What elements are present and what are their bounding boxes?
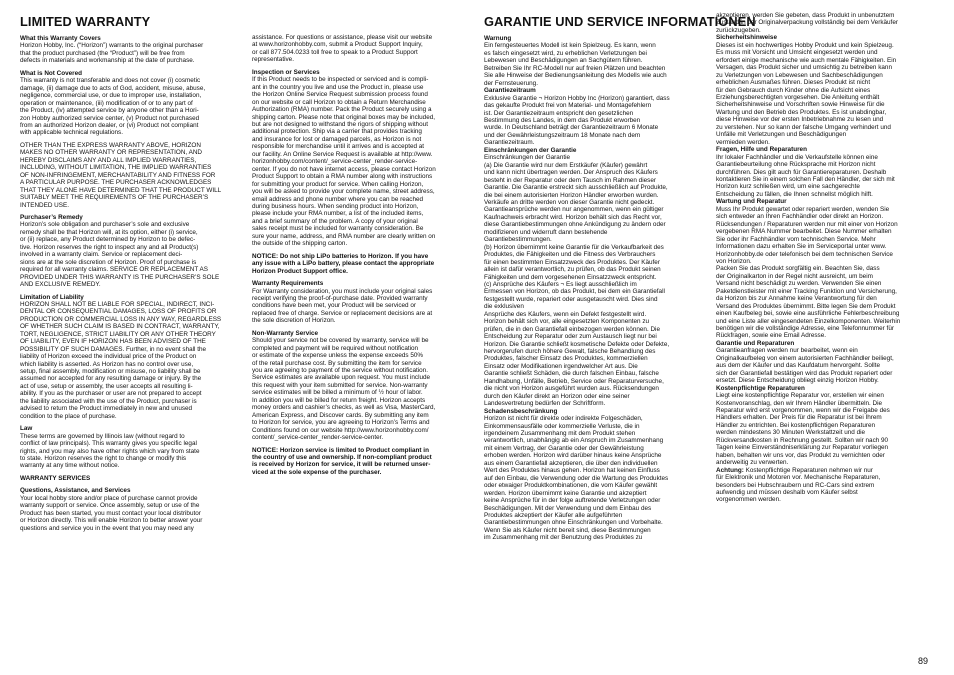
section-text: Einschränkungen der Garantie (a) Die Garantie wird nur dem Erstkäufer (Käufer) gewährt und kann nicht übertragen werden. Der Anspruch des Käufers besteht in der Reparatur oder dem Tausch im Rahmen dieser Garantie. Die Garantie erstreckt sich ausschließlich auf Produkte, die bei einem autorisierten Horizon Händler erworben wurden. Verkäufe an dritte werden von dieser Garantie nicht gedeckt. Garantieansprüche werden nur angenommen, wenn ein gültiger Kaufnachweis erbracht wird. Horizon behält sich das Recht vor, diese Garantiebestimmungen ohne Ankündigung zu ändern oder modifizieren und widerruft dann bestehende Garantiebestimmungen. (b) Horizon übernimmt keine Garantie für die Verkaufbarkeit des Produktes, die Fähigkeiten und die Fitness des Verbrauchers für einen bestimmten Einsatzzweck des Produktes. Der Käufer allein ist dafür verantwortlich, zu prüfen, ob das Produkt seinen Fähigkeiten und dem vorgesehenen Einsatzzweck entspricht. (c) Ansprüche des Käufers ¬ Es liegt ausschließlich im Ermessen von Horizon, ob das Produkt, bei dem ein Garantiefall festgestellt wurde, repariert oder ausgetauscht wird. Dies sind die exklusiven Ansprüche des Käufers, wenn ein Defekt festgestellt wird. Horizon behält sich vor, alle eingesetzten Komponenten zu prüfen, die in den Garantiefall einbezogen werden können. Die Entscheidung zur Reparatur oder zum Austausch liegt nur bei Horizon. Die Garantie schließt kosmetische Defekte oder Defekte, hervorgerufen durch höhere Gewalt, falsche Behandlung des Produktes, falscher Einsatz des Produktes, kommerziellen Einsatz oder Modifikationen irgendwelcher Art aus. Die Garantie schließt Schäden, die durch falschen Einbau, falsche Handhabung, Unfälle, Betrieb, Service oder Reparaturversuche, die nicht von Horizon ausgeführt wurden aus. Rücksendungen durch den Käufer direkt an Horizon oder eine seiner Landesvertretung bedürfen der Schriftform.	[484, 154, 670, 408]
section-text: These terms are governed by Illinois law (without regard to conflict of law principals). This warranty gives you specific legal rights, and you may also have other rights which vary from state to state. Horizon reserves the right to change or modify this warranty at any time without notice.	[20, 432, 200, 470]
limited-warranty-title: LIMITED WARRANTY	[20, 14, 151, 29]
section-warranty-requirements	[252, 280, 470, 325]
section-text: Horizon Hobby, Inc. (“Horizon”) warrants to the original purchaser that the product purchased (the “Product”) will be free from defects in materials and workmanship at the date of purchase.	[20, 42, 204, 65]
section-text: OTHER THAN THE EXPRESS WARRANTY ABOVE, HORIZON MAKES NO OTHER WARRANTY OR REPRESENTATION, AND HEREBY DISCLAIMS ANY AND ALL IMPLIED WARRANTIES, INCLUDING, WITHOUT LIMITATION, THE IMPLIED WARRANTIES OF NON-INFRINGEMENT, MERCHANTABILITY AND FITNESS FOR A PARTICULAR PURPOSE. THE PURCHASER ACKNOWLEDGES THAT THEY ALONE HAVE DETERMINED THAT THE PRODUCT WILL SUITABLY MEET THE REQUIREMENTS OF THE PURCHASER’S INTENDED USE.	[20, 141, 222, 209]
section-text: Liegt eine kostenpflichtige Reparatur vor, erstellen wir einen Kostenvoranschlag, den wir Ihrem Händler übermitteln. Die Reparatur wird erst vorgenommen, wenn wir die Freigabe des Händlers erhalten. Der Preis für die Reparatur ist bei Ihrem Händler zu entrichten. Bei kostenpflichtigen Reparaturen werden mindestens 30 Minuten Werkstattzeit und die Rückversandkosten in Rechnung gestellt. Sollten wir nach 90 Tagen keine Einverständniserklärung zur Reparatur vorliegen haben, behalten wir uns vor, das Produkt zu vernichten oder anderweitig zu verwerten.	[716, 392, 890, 467]
section-text: Dieses ist ein hochwertiges Hobby Produkt und kein Spielzeug. Es muss mit Vorsicht und Umsicht eingesetzt werden und erfordert einige mechanische wie auch mentale Fähigkeiten. Ein Versagen, das Produkt sicher und umsichtig zu betreiben kann zu Verletzungen von Lebewesen und Sachbeschädigungen erheblichen Ausmaßes führen. Dieses Produkt ist nicht für den Gebrauch durch Kinder ohne die Aufsicht eines Erziehungsberechtigten vorgesehen. Die Anleitung enthält Sicherheitshinweise und Vorschriften sowie Hinweise für die Wartung und den Betrieb des Produktes. Es ist unabdingbar, diese Hinweise vor der ersten Inbetriebnahme zu lesen und zu verstehen. Nur so kann der falsche Umgang verhindert und Unfälle mit Verletzungen und Beschädigungen vermieden werden.	[716, 41, 897, 146]
section-inspection-services	[252, 69, 470, 248]
section-text	[716, 467, 934, 504]
section-akzeptieren-cont	[716, 12, 934, 34]
section-service-notice	[252, 447, 470, 477]
section-heading: Garantie und Reparaturen	[716, 339, 795, 347]
section-heading: Wartung und Reparatur	[716, 198, 787, 206]
section-text: Horizon ist nicht für direkte oder indirekte Folgeschäden, Einkommensausfälle oder kommerzielle Verluste, die in irgendeinem Zusammenhang mit dem Produkt stehen verantwortlich, unabhängig ab ein Anspruch im Zusammenhang mit einem Vertrag, der Garantie oder der Gewährleistung erhoben werden. Horizon wird darüber hinaus keine Ansprüche aus einem Garantiefall akzeptieren, die über den individuellen Wert des Produktes hinaus gehen. Horizon hat keinen Einfluss auf den Einbau, die Verwendung oder die Wartung des Produktes oder etwaiger Produktkombinationen, die vom Käufer gewählt werden. Horizon übernimmt keine Garantie und akzeptiert keine Ansprüche für in der folge auftretende Verletzungen oder Beschädigungen. Mit der Verwendung und dem Einbau des Produktes akzeptiert der Käufer alle aufgeführten Garantiebestimmungen ohne Einschränkungen und Vorbehalte. Wenn Sie als Käufer nicht bereit sind, diese Bestimmungen im Zusammenhang mit der Benutzung des Produktes zu	[484, 415, 669, 542]
section-text: assistance. For questions or assistance, please visit our website at www.horizonhobby.com, submit a Product Support Inquiry, or call 877.504.0233 toll free to speak to a Product Support representative.	[252, 34, 433, 64]
section-text: Your local hobby store and/or place of purchase cannot provide warranty support or service. Once assembly, setup or use of the Product has been started, you must contact your local distributor or Horizon directly. This will enable Horizon to better answer your questions and service you in the event that you may need any	[20, 494, 203, 532]
section-heading: Schadensbeschränkung	[484, 407, 558, 415]
section-text: Garantieanfragen werden nur bearbeitet, wenn ein Originalkaufbeleg von einem autorisierten Fachhändler beiliegt, aus dem der Käufer und das Kaufdatum hervorgeht. Sollte sich der Garantiefall bestätigen wird das Produkt repariert oder ersetzt. Diese Entscheidung obliegt einzig Horizon Hobby.	[716, 347, 894, 385]
section-text: Should your service not be covered by warranty, service will be completed and payment will be required without notification or estimate of the expense unless the expense exceeds 50% of the retail purchase cost. By submitting the item for service you are agreeing to payment of the service without notification. Service estimates are available upon request. You must include this request with your item submitted for service. Non-warranty service estimates will be billed a minimum of ½ hour of labor. In addition you will be billed for return freight. Horizon accepts money orders and cashier’s checks, as well as Visa, MasterCard, American Express, and Discover cards. By submitting any item to Horizon for service, you are agreeing to Horizon’s Terms and Conditions found on our website http://www.horizonhobby.com/ content/_service-center_render-service-center.	[252, 337, 436, 442]
section-heading: Warnung	[484, 35, 512, 42]
section-text: Muss Ihr Produkt gewartet oder repariert werden, wenden Sie sich entweder an Ihren Fachhändler oder direkt an Horizon. Rücksendungen / Reparaturen werden nur mit einer von Horizon vergebenen RMA Nummer bearbeitet. Diese Nummer erhalten Sie oder ihr Fachhändler vom technischen Service. Mehr Informationen dazu erhalten Sie im Serviceportal unter www. Horizonhobby.de oder telefonisch bei dem technischen Service von Horizon. Packen Sie das Produkt sorgfältig ein. Beachten Sie, dass der Originalkarton in der Regel nicht ausreicht, um beim Versand nicht beschädigt zu werden. Verwenden Sie einen Paketdienstleister mit einer Tracking Funktion und Versicherung, da Horizon bis zur Annahme keine Verantwortung für den Versand des Produktes übernimmt. Bitte legen Sie dem Produkt einen Kaufbeleg bei, sowie eine ausführliche Fehlerbeschreibung und eine Liste aller eingesendeten Einzelkomponenten. Weiterhin benötigen wir die vollständige Adresse, eine Telefonnummer für Rückfragen, sowie eine Email Adresse.	[716, 205, 901, 340]
section-garantie-reparaturen	[716, 340, 934, 385]
section-limitation-liability	[20, 294, 238, 421]
section-text: If this Product needs to be inspected or serviced and is compli- ant in the country you live and use the Product in, please use the Horizon Online Service Request submission process found on our website or call Horizon to obtain a Return Merchandise Authorization (RMA) number. Pack the Product securely using a shipping carton. Please note that original boxes may be included, but are not designed to withstand the rigors of shipping without additional protection. Ship via a carrier that provides tracking and insurance for lost or damaged parcels, as Horizon is not responsible for merchandise until it arrives and is accepted at our facility. An Online Service Request is available at http://www. horizonhobby.com/content/_service-center_render-service- center. If you do not have internet access, please contact Horizon Product Support to obtain a RMA number along with instructions for submitting your product for service. When calling Horizon, you will be asked to provide your complete name, street address, email address and phone number where you can be reached during business hours. When sending product into Horizon, please include your RMA number, a list of the included items, and a brief summary of the problem. A copy of your original sales receipt must be included for warranty consideration. Be sure your name, address, and RMA number are clearly written on the outside of the shipping carton.	[252, 76, 436, 248]
section-questions-assistance	[20, 487, 238, 532]
section-text: akzeptieren, werden Sie gebeten, dass Produkt in unbenutztem Zustand in der Originalverpackung vollständig bei dem Verkäufer zurückzugeben.	[716, 12, 898, 34]
section-heading: Warranty Requirements	[252, 280, 324, 288]
section-heading: Sicherheitshinweise	[716, 34, 777, 42]
section-garantiezeitraum	[484, 87, 702, 147]
section-assistance-cont	[252, 34, 470, 64]
section-schadensbeschraenkung	[484, 408, 702, 542]
section-heading: WARRANTY SERVICES	[20, 474, 91, 482]
section-heading: Non-Warranty Service	[252, 329, 319, 337]
section-heading: What is Not Covered	[20, 69, 83, 77]
section-non-warranty-service	[252, 330, 470, 442]
section-what-covered	[20, 35, 238, 65]
section-text: Horizon’s sole obligation and purchaser’s sole and exclusive remedy shall be that Horizon will, at its option, either (i) service, or (ii) replace, any Product determined by Horizon to be defec- tive. Horizon reserves the right to inspect any and all Product(s) involved in a warranty claim. Service or replacement deci- sions are at the sole discretion of Horizon. Proof of purchase is required for all warranty claims. SERVICE OR REPLACEMENT AS PROVIDED UNDER THIS WARRANTY IS THE PURCHASER’S SOLE AND EXCLUSIVE REMEDY.	[20, 221, 220, 289]
section-not-covered	[20, 70, 238, 137]
section-kostenpflichtige	[716, 385, 934, 467]
section-text: Exklusive Garantie ¬ Horizon Hobby Inc (Horizon) garantiert, dass das gekaufte Produkt frei von Material- und Montagefehlern ist. Der Garantiezeitraum entspricht den gesetzlichen Bestimmung des Landes, in dem das Produkt erworben wurde. In Deutschland beträgt der Garantiezeitraum 6 Monate und der Gewährleistungszeitraum 18 Monate nach dem Garantiezeitraum.	[484, 94, 670, 147]
garantie-title: GARANTIE UND SERVICE INFORMATIONEN	[484, 14, 756, 29]
section-fragen-hilfe	[716, 146, 934, 198]
section-text: This warranty is not transferable and does not cover (i) cosmetic damage, (ii) damage due to acts of God, accident, misuse, abuse, negligence, commercial use, or due to improper use, installation, operation or maintenance, (iii) modification of or to any part of the Product, (iv) attempted service by anyone other than a Hori- zon Hobby authorized service center, (v) Product not purchased from an authorized Horizon dealer, or (vi) Product not compliant with applicable technical regulations.	[20, 77, 206, 137]
section-wartung-reparatur	[716, 198, 934, 340]
notice-text: NOTICE: Horizon service is limited to Product compliant in the country of use and ownership. If non-compliant product is received by Horizon for service, it will be returned unser- viced at the sole expense of the purchaser.	[252, 446, 432, 476]
achtung-label: Achtung:	[716, 466, 744, 474]
section-achtung	[716, 467, 934, 504]
column-2-warranty-en	[252, 34, 470, 481]
column-1-warranty-en	[20, 13, 238, 532]
notice-text: NOTICE: Do not ship LiPo batteries to Horizon. If you have any issue with a LiPo battery, please contact the appropriate Horizon Product Support office.	[252, 252, 435, 275]
section-heading: Garantiezeitraum	[484, 87, 536, 95]
section-heading: Limitation of Liability	[20, 293, 84, 301]
section-einschraenkungen	[484, 147, 702, 408]
section-heading: Einschränkungen der Garantie	[484, 146, 577, 154]
column-4-garantie-de	[716, 12, 934, 504]
page-number: 89	[918, 656, 929, 666]
section-heading: Kostenpflichtige Reparaturen	[716, 384, 805, 392]
achtung-text: Kostenpflichtige Reparaturen nehmen wir nur für Elektronik und Motoren vor. Mechanische Reparaturen, besonders bei Hubschraubern und RC-Cars sind extrem aufwendig und müssen deshalb vom Käufer selbst vorgenommen werden.	[716, 466, 881, 504]
section-text: For Warranty consideration, you must include your original sales receipt verifying the proof-of-purchase date. Provided warranty conditions have been met, your Product will be serviced or replaced free of charge. Service or replacement decisions are at the sole discretion of Horizon.	[252, 287, 433, 325]
section-text: Ihr lokaler Fachhändler und die Verkaufstelle können eine Garantiebeurteilung ohne Rücksprache mit Horizon nicht durchführen. Dies gilt auch für Garantiereparaturen. Deshalb kontaktieren Sie in einem solchen Fall den Händler, der sich mit Horizon kurz schließen wird, um eine sachgerechte Entscheidung zu fällen, die Ihnen schnellst möglich hilft.	[716, 153, 895, 198]
section-heading: What this Warranty Covers	[20, 35, 101, 42]
section-text: Ein ferngesteuertes Modell ist kein Spielzeug. Es kann, wenn es falsch eingesetzt wird, zu erheblichen Verletzungen bei Lebewesen und Beschädigungen an Sachgütern führen. Betreiben Sie Ihr RC-Modell nur auf freien Plätzen und beachten Sie alle Hinweise der Bedienungsanleitung des Modells wie auch der Fernsteuerung.	[484, 42, 667, 87]
section-law	[20, 425, 238, 470]
section-disclaimer	[20, 142, 238, 209]
section-sicherheitshinweise	[716, 34, 934, 146]
section-heading: Purchaser’s Remedy	[20, 213, 83, 221]
section-heading: Fragen, Hilfe und Reparaturen	[716, 146, 807, 154]
section-purchasers-remedy	[20, 214, 238, 289]
section-heading: Law	[20, 425, 33, 433]
section-warnung	[484, 35, 702, 87]
section-warranty-services	[20, 475, 238, 482]
section-lipo-notice	[252, 253, 470, 275]
section-text: HORIZON SHALL NOT BE LIABLE FOR SPECIAL, INDIRECT, INCI- DENTAL OR CONSEQUENTIAL DAMAGES, LOSS OF PROFITS OR PRODUCTION OR COMMERCIAL LOSS IN ANY WAY, REGARDLESS OF WHETHER SUCH CLAIM IS BASED IN CONTRACT, WARRANTY, TORT, NEGLIGENCE, STRICT LIABILITY OR ANY OTHER THEORY OF LIABILITY, EVEN IF HORIZON HAS BEEN ADVISED OF THE POSSIBILITY OF SUCH DAMAGES. Further, in no event shall the liability of Horizon exceed the individual price of the Product on which liability is asserted. As Horizon has no control over use, setup, final assembly, modification or misuse, no liability shall be assumed nor accepted for any resulting damage or injury. By the act of use, setup or assembly, the user accepts all resulting li- ability. If you as the purchaser or user are not prepared to accept the liability associated with the use of the Product, purchaser is advised to return the Product immediately in new and unused condition to the place of purchase.	[20, 300, 222, 420]
section-heading: Inspection or Services	[252, 68, 320, 76]
section-heading: Questions, Assistance, and Services	[20, 487, 131, 495]
